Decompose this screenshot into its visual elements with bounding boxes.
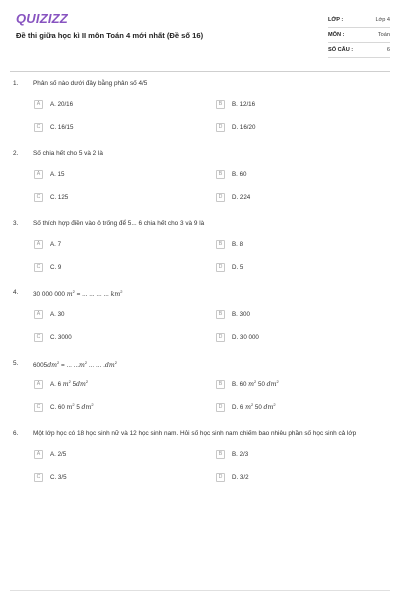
quizizz-logo: QUIZIZZ (16, 11, 68, 26)
option-b[interactable] (216, 308, 250, 320)
option-text: C. 60 $m^2$ 5 $dm^2$ (50, 402, 94, 412)
option-letter: A (34, 380, 43, 389)
option-a[interactable] (34, 238, 61, 250)
footer-divider (10, 590, 390, 591)
option-letter: B (216, 380, 225, 389)
option-c[interactable] (34, 261, 61, 273)
option-text: B. 8 (232, 240, 244, 248)
unit-km: km (110, 291, 121, 299)
meta-label: LỚP : (328, 17, 344, 23)
option-text: D. 224 (232, 193, 251, 201)
option-letter: A (34, 170, 43, 179)
option-letter: B (216, 450, 225, 459)
option-text: B. 60 $m^2$ 50 $dm^2$ (232, 379, 279, 389)
option-letter: D (216, 473, 225, 482)
option-text: D. 3/2 (232, 473, 249, 481)
option-letter: C (34, 193, 43, 202)
meta-row-grade (328, 13, 390, 28)
question-number: 5. (13, 360, 19, 367)
option-letter: C (34, 263, 43, 272)
option-letter: B (216, 100, 225, 109)
option-letter: A (34, 310, 43, 319)
question-number: 6. (13, 430, 19, 437)
option-letter: A (34, 100, 43, 109)
unit-dm: dm (104, 362, 115, 370)
option-text: A. 6 $m^2$ $5dm^2$ (50, 379, 89, 389)
option-text: D. 16/20 (232, 123, 256, 131)
meta-value: 6 (386, 47, 390, 53)
option-text: C. 16/15 (50, 123, 74, 131)
option-d[interactable] (216, 191, 250, 203)
option-b[interactable] (216, 238, 243, 250)
option-d[interactable] (216, 401, 276, 413)
option-b[interactable] (216, 168, 246, 180)
option-b[interactable] (216, 448, 248, 460)
option-text: B. 300 (232, 310, 250, 318)
question-text-part: = ... ... (59, 362, 79, 370)
meta-row-subject (328, 28, 390, 43)
option-letter: B (216, 310, 225, 319)
option-letter: C (34, 333, 43, 342)
option-text: D. 5 (232, 263, 244, 271)
option-text: A. 15 (50, 170, 65, 178)
option-text: A. 7 (50, 240, 62, 248)
option-letter: D (216, 123, 225, 132)
meta-value: Lớp 4 (375, 17, 390, 23)
option-letter: D (216, 403, 225, 412)
question-text: 30 000 000 $m^2$ = ... ... ... ... $km^2$ (33, 289, 123, 299)
question-text: Số thích hợp điền vào ô trống để 5... 6 chia hết cho 3 và 9 là (33, 220, 205, 227)
question-number: 4. (13, 289, 19, 296)
option-letter: A (34, 240, 43, 249)
meta-table (328, 13, 390, 58)
option-text: B. 60 (232, 170, 247, 178)
option-text: B. 12/16 (232, 100, 256, 108)
worksheet-title: Đề thi giữa học kì II môn Toán 4 mới nhất (Đề số 16) (16, 31, 204, 40)
option-letter: C (34, 473, 43, 482)
question-text-part: = ... ... ... ... (74, 291, 111, 299)
option-d[interactable] (216, 121, 255, 133)
worksheet-header (0, 0, 400, 72)
meta-value: Toán (377, 32, 390, 38)
option-text: A. 20/16 (50, 100, 74, 108)
option-text: C. 9 (50, 263, 62, 271)
option-d[interactable] (216, 471, 249, 483)
option-letter: D (216, 193, 225, 202)
question-text: Một lớp học có 18 học sinh nữ và 12 học sinh nam. Hỏi số học sinh nam chiếm bao nhiêu phần số học sinh cả lớp (33, 430, 357, 437)
option-letter: D (216, 333, 225, 342)
option-a[interactable] (34, 378, 88, 390)
meta-row-count (328, 43, 390, 58)
option-letter: D (216, 263, 225, 272)
question-number: 2. (13, 150, 19, 157)
question-text-part: 30 000 000 (33, 291, 67, 299)
unit-m: m (79, 362, 85, 370)
option-b[interactable] (216, 98, 255, 110)
option-c[interactable] (34, 471, 67, 483)
question-number: 3. (13, 220, 19, 227)
option-text: B. 2/3 (232, 450, 249, 458)
option-letter: B (216, 170, 225, 179)
option-d[interactable] (216, 331, 259, 343)
header-divider (10, 71, 390, 72)
option-b[interactable] (216, 378, 279, 390)
option-a[interactable] (34, 168, 64, 180)
unit-dm: dm (47, 362, 58, 370)
option-c[interactable] (34, 121, 73, 133)
question-text-part: ... ... . (87, 362, 105, 370)
option-text: C. 3/5 (50, 473, 67, 481)
option-d[interactable] (216, 261, 243, 273)
option-letter: B (216, 240, 225, 249)
option-text: D. 30 000 (232, 333, 259, 341)
option-a[interactable] (34, 308, 64, 320)
option-c[interactable] (34, 191, 68, 203)
unit-m: m (66, 291, 73, 299)
question-text-part: 6005 (33, 362, 48, 370)
option-c[interactable] (34, 401, 94, 413)
option-letter: C (34, 403, 43, 412)
option-text: C. 125 (50, 193, 69, 201)
question-text: Phân số nào dưới đây bằng phân số 4/5 (33, 80, 148, 87)
option-letter: A (34, 450, 43, 459)
option-c[interactable] (34, 331, 72, 343)
meta-label: MÔN : (328, 32, 345, 38)
meta-label: SỐ CÂU : (328, 47, 354, 53)
option-a[interactable] (34, 98, 73, 110)
option-text: C. 3000 (50, 333, 72, 341)
option-text: D. 6 $m^2$ 50 $dm^2$ (232, 402, 276, 412)
option-text: A. 30 (50, 310, 65, 318)
question-number: 1. (13, 80, 19, 87)
option-letter: C (34, 123, 43, 132)
question-text: Số chia hết cho 5 và 2 là (33, 150, 103, 157)
option-text: A. 2/5 (50, 450, 67, 458)
option-a[interactable] (34, 448, 66, 460)
question-text: $6005dm^2$ = ... $...m^2$ ... ... $.dm^2$ (33, 360, 117, 370)
